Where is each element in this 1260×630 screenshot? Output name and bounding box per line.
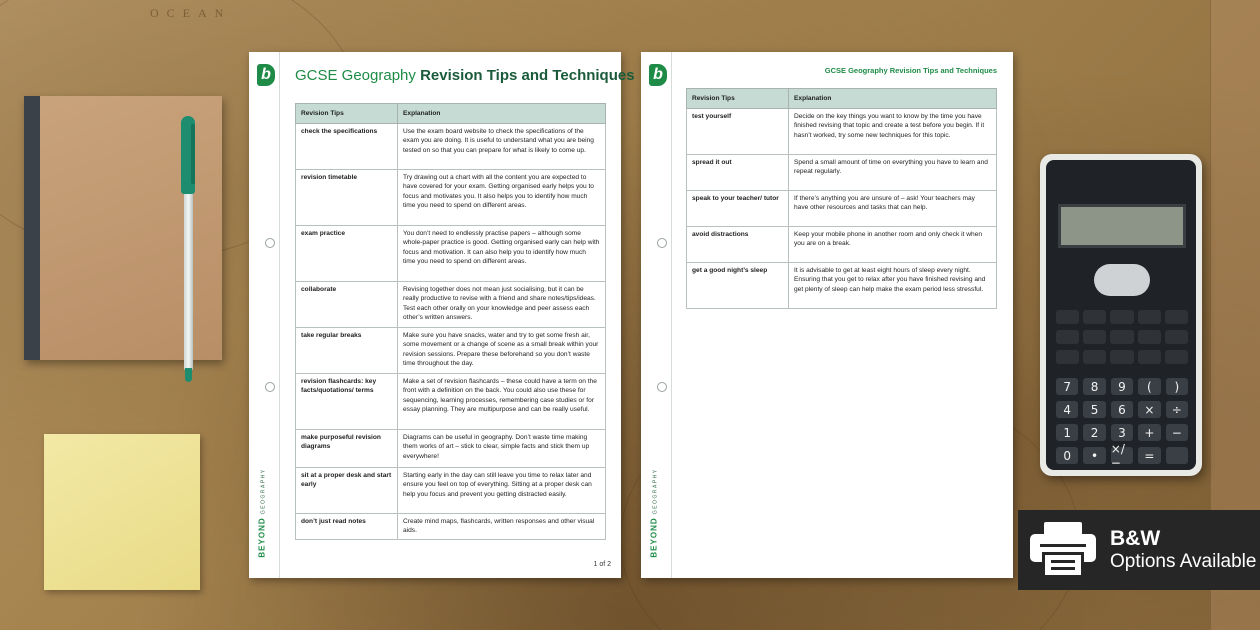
explanation-cell: Revising together does not mean just socialising, but it can be really productive to revise with a friend and share notes/tips/ideas. Test each other orally on your knowledge and peer assess each other’s written answers. xyxy=(398,282,606,328)
brand-main: BEYOND xyxy=(649,517,659,558)
tip-cell: test yourself xyxy=(687,109,789,155)
explanation-cell: Try drawing out a chart with all the content you are expected to have covered for your exam. Getting organised early helps you to focus and motivates you. It also helps you to identify how much time you need to spend on different areas. xyxy=(398,170,606,226)
calc-key: ( xyxy=(1138,378,1160,395)
tip-cell: collaborate xyxy=(296,282,398,328)
calc-key: ×/− xyxy=(1111,447,1133,464)
tip-cell: speak to your teacher/ tutor xyxy=(687,191,789,227)
table-row xyxy=(296,468,606,514)
revision-tips-table xyxy=(686,88,997,309)
column-header-tips: Revision Tips xyxy=(296,104,398,124)
function-key xyxy=(1138,310,1161,324)
calculator xyxy=(1040,154,1202,476)
explanation-cell: Decide on the key things you want to know by the time you have finished revising that topic and create a test before you begin. If it hasn’t worked, try some new techniques for this topic. xyxy=(789,109,997,155)
table-row xyxy=(296,282,606,328)
calc-key: × xyxy=(1138,401,1160,418)
tip-cell: don’t just read notes xyxy=(296,514,398,540)
pen-tip xyxy=(185,368,192,382)
brand-sub: GEOGRAPHY xyxy=(652,468,659,515)
tip-cell: make purposeful revision diagrams xyxy=(296,430,398,468)
punch-hole xyxy=(265,382,275,392)
table-row xyxy=(687,155,997,191)
table-row xyxy=(296,170,606,226)
calculator-function-keys xyxy=(1056,310,1188,364)
map-label: OCEAN xyxy=(150,6,232,20)
calc-key xyxy=(1166,447,1188,464)
function-key xyxy=(1083,350,1106,364)
bw-subtitle: Options Available xyxy=(1110,551,1257,572)
pen xyxy=(180,116,196,384)
function-key xyxy=(1056,310,1079,324)
punch-hole xyxy=(265,238,275,248)
vertical-brand-text xyxy=(650,468,659,557)
function-key xyxy=(1110,350,1133,364)
explanation-cell: Starting early in the day can still leave you time to relax later and ensure you feel on top of everything. Sitting at a proper desk can help you focus and prevent you getting distracted easily. xyxy=(398,468,606,514)
table-row xyxy=(296,226,606,282)
bw-text xyxy=(1110,527,1256,573)
vertical-brand xyxy=(647,458,661,568)
explanation-cell: Diagrams can be useful in geography. Don’t waste time making them works of art – stick to clear, simple facts and stick them up everywhere! xyxy=(398,430,606,468)
punch-hole xyxy=(657,238,667,248)
function-key xyxy=(1110,310,1133,324)
calc-key: + xyxy=(1138,424,1160,441)
pen-body xyxy=(184,166,193,371)
paper-line xyxy=(1051,560,1075,563)
function-key xyxy=(1165,350,1188,364)
calc-key: 7 xyxy=(1056,378,1078,395)
worksheet-page-1 xyxy=(249,52,635,578)
revision-tips-table xyxy=(295,103,606,540)
worksheet-page-2 xyxy=(641,52,1013,578)
explanation-cell: It is advisable to get at least eight hours of sleep every night. Ensuring that you get to relax after you have finished revising and get plenty of sleep can help make the exam period less stressful. xyxy=(789,263,997,309)
function-key xyxy=(1083,330,1106,344)
pen-clip xyxy=(191,124,195,184)
title-prefix: GCSE Geography xyxy=(295,67,416,84)
punch-hole xyxy=(657,382,667,392)
tip-cell: revision flashcards: key facts/quotations/ terms xyxy=(296,374,398,430)
calc-key: 5 xyxy=(1083,401,1105,418)
bw-title: B&W xyxy=(1110,527,1161,550)
explanation-cell: Use the exam board website to check the specifications of the exam you are doing. It is useful to understand what you are being tested on so that you can prepare for what is likely to come up. xyxy=(398,124,606,170)
brand-logo-icon: b xyxy=(257,64,275,86)
calc-key: 3 xyxy=(1111,424,1133,441)
brand-logo-icon: b xyxy=(649,64,667,86)
tip-cell: get a good night’s sleep xyxy=(687,263,789,309)
calculator-nav-pad xyxy=(1094,264,1150,296)
table-header-row xyxy=(296,104,606,124)
table-row xyxy=(296,430,606,468)
calc-key: ) xyxy=(1166,378,1188,395)
calculator-screen xyxy=(1058,204,1186,248)
printer-paper xyxy=(1042,552,1084,578)
function-key xyxy=(1083,310,1106,324)
vertical-brand-text xyxy=(258,468,267,557)
bw-options-badge xyxy=(1018,510,1260,590)
page-title xyxy=(295,67,635,84)
table-row xyxy=(687,263,997,309)
column-header-explanation: Explanation xyxy=(398,104,606,124)
vertical-brand xyxy=(255,458,269,568)
calc-key: 8 xyxy=(1083,378,1105,395)
table-row xyxy=(296,328,606,374)
calc-key: 1 xyxy=(1056,424,1078,441)
function-key xyxy=(1056,330,1079,344)
calc-key: = xyxy=(1138,447,1160,464)
function-key xyxy=(1138,350,1161,364)
table-row xyxy=(296,124,606,170)
notebook-spine xyxy=(24,96,40,360)
explanation-cell: Make sure you have snacks, water and try to get some fresh air, some movement or a change of scene as a small break within your revision sessions. Prepare these beforehand so you don’t waste time throughout the day. xyxy=(398,328,606,374)
function-key xyxy=(1110,330,1133,344)
table-row xyxy=(296,374,606,430)
margin-line xyxy=(279,52,280,578)
function-key xyxy=(1165,310,1188,324)
tip-cell: spread it out xyxy=(687,155,789,191)
printer-icon xyxy=(1030,522,1096,578)
calc-key: 4 xyxy=(1056,401,1078,418)
title-main: Revision Tips and Techniques xyxy=(420,67,635,84)
explanation-cell: Create mind maps, flashcards, written responses and other visual aids. xyxy=(398,514,606,540)
tip-cell: take regular breaks xyxy=(296,328,398,374)
function-key xyxy=(1138,330,1161,344)
column-header-explanation: Explanation xyxy=(789,89,997,109)
calc-key: 2 xyxy=(1083,424,1105,441)
function-key xyxy=(1165,330,1188,344)
explanation-cell: You don’t need to endlessly practise papers – although some whole-paper practice is good. Getting organised early can help with focus and motivation. It can also help you to identify how much time you need to spend on different areas. xyxy=(398,226,606,282)
table-row xyxy=(296,514,606,540)
function-key xyxy=(1056,350,1079,364)
tip-cell: sit at a proper desk and start early xyxy=(296,468,398,514)
tip-cell: revision timetable xyxy=(296,170,398,226)
table-row xyxy=(687,191,997,227)
column-header-tips: Revision Tips xyxy=(687,89,789,109)
calc-key: 6 xyxy=(1111,401,1133,418)
table-row xyxy=(687,227,997,263)
tip-cell: check the specifications xyxy=(296,124,398,170)
calc-key: 0 xyxy=(1056,447,1078,464)
calc-key: − xyxy=(1166,424,1188,441)
explanation-cell: If there’s anything you are unsure of – ask! Your teachers may have other resources and tasks that can help. xyxy=(789,191,997,227)
calc-key: 9 xyxy=(1111,378,1133,395)
explanation-cell: Keep your mobile phone in another room and only check it when you are on a break. xyxy=(789,227,997,263)
brand-sub: GEOGRAPHY xyxy=(260,468,267,515)
table-row xyxy=(687,109,997,155)
page-header-title: GCSE Geography Revision Tips and Techniques xyxy=(824,66,997,75)
calculator-number-keys xyxy=(1056,378,1188,470)
page-number: 1 of 2 xyxy=(593,561,611,568)
tip-cell: exam practice xyxy=(296,226,398,282)
margin-line xyxy=(671,52,672,578)
tip-cell: avoid distractions xyxy=(687,227,789,263)
explanation-cell: Make a set of revision flashcards – these could have a term on the front with a definition on the back. You could also use these for sequencing, learning processes, remembering case studies or for essay planning. They are multipurpose and can be really useful. xyxy=(398,374,606,430)
table-header-row xyxy=(687,89,997,109)
brand-main: BEYOND xyxy=(257,517,267,558)
calc-key: • xyxy=(1083,447,1105,464)
paper-line xyxy=(1051,567,1075,570)
calculator-body xyxy=(1046,160,1196,470)
printer-slot xyxy=(1040,544,1086,547)
sticky-note xyxy=(44,434,200,590)
calc-key: ÷ xyxy=(1166,401,1188,418)
explanation-cell: Spend a small amount of time on everything you have to learn and repeat regularly. xyxy=(789,155,997,191)
